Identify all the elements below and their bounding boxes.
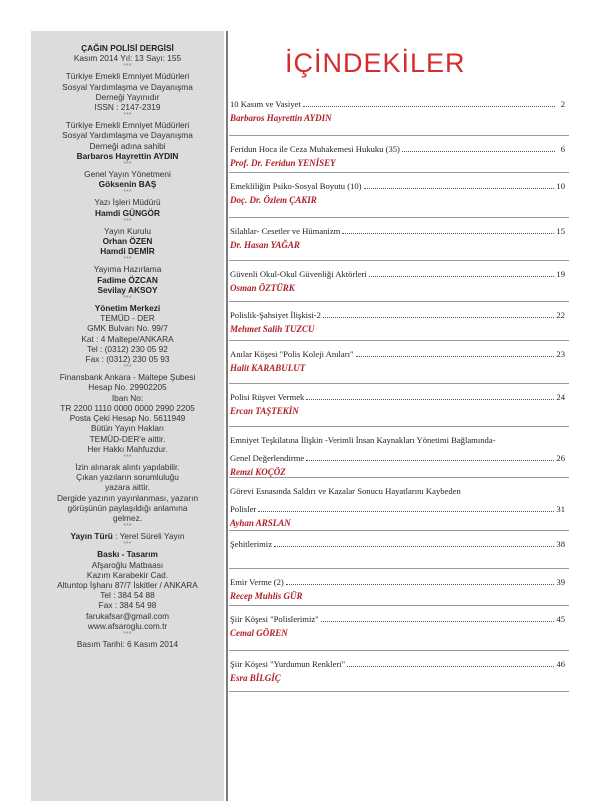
toc-entry-line bbox=[229, 614, 569, 624]
masthead-line: Barbaros Hayrettin AYDIN bbox=[76, 150, 179, 161]
toc-entry-title: Genel Değerlendirme bbox=[230, 453, 305, 463]
toc-entry[interactable] bbox=[229, 531, 569, 569]
masthead-line: farukafsar@gmail.com bbox=[85, 610, 170, 621]
masthead-line: Yayıma Hazırlama bbox=[93, 264, 162, 275]
toc-page-number: 45 bbox=[556, 614, 565, 624]
masthead-line: Basım Tarihi: 6 Kasım 2014 bbox=[76, 638, 179, 649]
toc-entry-title-line: Görevi Esnasında Saldırı ve Kazalar Sonucu Hayatlarını Kaybeden bbox=[230, 486, 461, 496]
toc-entry-line bbox=[229, 453, 569, 463]
toc-entry-body bbox=[229, 302, 569, 334]
toc-entry[interactable] bbox=[229, 478, 569, 531]
masthead-line: Çıkan yazıların sorumluluğu bbox=[76, 472, 179, 483]
table-of-contents bbox=[229, 97, 569, 692]
masthead-line: Fadime ÖZCAN bbox=[97, 274, 158, 285]
toc-entry-title: Anılar Köşesi "Polis Koleji Anıları" bbox=[230, 349, 354, 359]
toc-entry[interactable] bbox=[229, 302, 569, 341]
page-title: İÇİNDEKİLER bbox=[285, 48, 466, 78]
toc-entry[interactable] bbox=[229, 218, 569, 261]
toc-entry-line bbox=[229, 181, 569, 191]
toc-leader-dots bbox=[286, 578, 555, 585]
masthead-line: ÇAĞIN POLİSİ DERGİSİ bbox=[81, 43, 174, 53]
toc-entry-body bbox=[229, 531, 569, 549]
masthead-line: Sosyal Yardımlaşma ve Dayanışma bbox=[62, 130, 193, 141]
toc-entry-body bbox=[229, 478, 569, 528]
toc-entry-line bbox=[229, 349, 569, 359]
masthead-line: Sosyal Yardımlaşma ve Dayanışma bbox=[62, 81, 193, 92]
masthead-line: Genel Yayın Yönetmeni bbox=[84, 169, 171, 180]
toc-entry-line bbox=[229, 577, 569, 587]
toc-page-number: 15 bbox=[556, 226, 565, 236]
toc-entry-author: Esra BİLGİÇ bbox=[230, 673, 281, 683]
masthead-line: Her Hakkı Mahfuzdur. bbox=[87, 443, 168, 454]
toc-entry-body bbox=[229, 97, 569, 123]
masthead-separator: *** bbox=[123, 523, 132, 531]
masthead-line: Fax : (0312) 230 05 93 bbox=[85, 354, 170, 365]
toc-entry-body bbox=[229, 384, 569, 416]
toc-leader-dots bbox=[342, 227, 554, 234]
masthead-line: Kasım 2014 Yıl: 13 Sayı: 155 bbox=[73, 53, 182, 64]
toc-leader-dots bbox=[323, 311, 554, 318]
toc-entry-line bbox=[229, 659, 569, 669]
toc-leader-dots bbox=[274, 540, 554, 547]
masthead-line: Yayın Kurulu bbox=[104, 225, 151, 236]
toc-entry[interactable] bbox=[229, 569, 569, 606]
toc-entry-title: Polislik-Şahsiyet İlişkisi-2 bbox=[230, 310, 321, 320]
toc-page-number: 23 bbox=[556, 349, 565, 359]
toc-entry-title-line: Emniyet Teşkilatına İlişkin -Verimli İnsan Kaynakları Yönetimi Bağlamında- bbox=[230, 435, 496, 445]
masthead-separator: *** bbox=[123, 63, 132, 71]
masthead-line: www.afsaroglu.com.tr bbox=[87, 620, 168, 631]
masthead-line: Derneği Yayınıdır bbox=[95, 91, 160, 102]
toc-entry-body bbox=[229, 341, 569, 373]
masthead-line: TEMÜD - DER bbox=[100, 313, 155, 324]
toc-entry-title: Silahlar- Cesetler ve Hümanizm bbox=[230, 226, 341, 236]
toc-entry-body bbox=[229, 136, 569, 168]
toc-entry[interactable] bbox=[229, 341, 569, 384]
toc-page-number: 31 bbox=[556, 504, 565, 514]
toc-page-number: 22 bbox=[556, 310, 565, 320]
masthead-line: Hamdi DEMİR bbox=[100, 246, 155, 257]
toc-page-number: 2 bbox=[560, 99, 565, 109]
masthead-line: TR 2200 1110 0000 0000 2990 2205 bbox=[60, 402, 195, 413]
masthead-line: Baskı - Tasarım bbox=[97, 549, 158, 560]
masthead-separator: *** bbox=[123, 541, 132, 549]
masthead-separator: *** bbox=[123, 256, 132, 264]
masthead-line: Tel : (0312) 230 05 92 bbox=[87, 343, 168, 354]
masthead-line: Hamdi GÜNGÖR bbox=[95, 207, 160, 218]
masthead-line: Orhan ÖZEN bbox=[102, 236, 153, 247]
toc-entry-line bbox=[229, 269, 569, 279]
toc-entry-title: 10 Kasım ve Vasiyet bbox=[230, 99, 301, 109]
masthead-line: Hesap No. 29902205 bbox=[88, 382, 167, 393]
masthead-line: Derneği adına sahibi bbox=[89, 140, 166, 151]
toc-entry[interactable] bbox=[229, 651, 569, 692]
toc-entry-line bbox=[229, 144, 569, 154]
toc-entry-body bbox=[229, 173, 569, 205]
toc-page-number: 46 bbox=[556, 659, 565, 669]
masthead-line: Altuntop İşhanı 87/7 İskitler / ANKARA bbox=[57, 579, 198, 590]
toc-entry[interactable] bbox=[229, 384, 569, 427]
masthead-separator: *** bbox=[123, 217, 132, 225]
toc-entry-title: Emekliliğin Psiko-Sosyal Boyutu (10) bbox=[230, 181, 362, 191]
toc-page-number: 24 bbox=[556, 392, 565, 402]
masthead-line: yazara aittir. bbox=[105, 482, 150, 493]
toc-entry-body bbox=[229, 427, 569, 477]
masthead-line: Kat : 4 Maltepe/ANKARA bbox=[81, 333, 174, 344]
toc-leader-dots bbox=[402, 145, 555, 152]
toc-page-number: 10 bbox=[556, 181, 565, 191]
toc-leader-dots bbox=[321, 615, 555, 622]
toc-entry-body bbox=[229, 261, 569, 293]
toc-entry-author: Halit KARABULUT bbox=[230, 363, 306, 373]
toc-entry-author: Recep Muhlis GÜR bbox=[230, 591, 303, 601]
toc-page-number: 6 bbox=[560, 144, 565, 154]
toc-page-number: 26 bbox=[556, 453, 565, 463]
masthead-line: Afşaroğlu Matbaası bbox=[91, 559, 164, 570]
toc-page-number: 38 bbox=[556, 539, 565, 549]
toc-entry[interactable] bbox=[229, 261, 569, 302]
toc-entry[interactable] bbox=[229, 606, 569, 651]
masthead-line: görüşünün paylaşıldığı anlamına bbox=[67, 502, 188, 513]
toc-leader-dots bbox=[347, 660, 554, 667]
toc-entry-author: Prof. Dr. Feridun YENİSEY bbox=[230, 158, 336, 168]
toc-leader-dots bbox=[258, 505, 554, 512]
masthead-line: Türkiye Emekli Emniyet Müdürleri bbox=[65, 71, 190, 82]
toc-entry-line bbox=[229, 310, 569, 320]
masthead-line: Finansbank Ankara - Maltepe Şubesi bbox=[59, 372, 196, 383]
masthead-line: Göksenin BAŞ bbox=[98, 179, 157, 190]
toc-entry-line bbox=[229, 99, 569, 109]
masthead-line: Tel : 384 54 88 bbox=[100, 590, 155, 601]
toc-entry-body bbox=[229, 569, 569, 601]
toc-leader-dots bbox=[369, 270, 555, 277]
toc-entry[interactable] bbox=[229, 173, 569, 218]
toc-entry[interactable] bbox=[229, 136, 569, 173]
toc-entry-line bbox=[229, 226, 569, 236]
toc-leader-dots bbox=[306, 393, 554, 400]
masthead-publication-type bbox=[31, 531, 224, 541]
masthead-line: Yönetim Merkezi bbox=[94, 303, 161, 314]
toc-entry-body bbox=[229, 218, 569, 250]
toc-entry-title: Şiir Köşesi "Yurdumun Renkleri" bbox=[230, 659, 346, 669]
masthead-line: Iban No: bbox=[111, 392, 144, 403]
masthead-separator: *** bbox=[123, 161, 132, 169]
masthead-line: Posta Çeki Hesap No. 5611949 bbox=[69, 413, 186, 424]
toc-leader-dots bbox=[306, 454, 554, 461]
toc-entry-author: Mehmet Salih TUZCU bbox=[230, 324, 315, 334]
masthead-line: Dergide yazının yayınlanması, yazarın bbox=[56, 492, 199, 503]
toc-leader-dots bbox=[364, 182, 555, 189]
toc-entry-body bbox=[229, 651, 569, 683]
toc-entry[interactable] bbox=[229, 427, 569, 478]
masthead-separator: *** bbox=[123, 112, 132, 120]
masthead-line: Yazı İşleri Müdürü bbox=[94, 197, 161, 208]
masthead-line: TEMÜD-DER'e aittir. bbox=[89, 433, 166, 444]
toc-entry-author: Barbaros Hayrettin AYDIN bbox=[230, 113, 332, 123]
masthead-separator: *** bbox=[123, 630, 132, 638]
masthead-line: Fax : 384 54 98 bbox=[98, 600, 157, 611]
masthead-line: gelmez. bbox=[112, 512, 143, 523]
toc-entry-line bbox=[229, 392, 569, 402]
masthead-line: Sevilay AKSOY bbox=[97, 284, 158, 295]
toc-entry-author: Ercan TAŞTEKİN bbox=[230, 406, 299, 416]
toc-entry-title: Güvenli Okul-Okul Güvenliği Aktörleri bbox=[230, 269, 367, 279]
masthead-line: Kazım Karabekir Cad. bbox=[86, 569, 169, 580]
toc-entry-title: Polisler bbox=[230, 504, 257, 514]
toc-page-number: 19 bbox=[556, 269, 565, 279]
toc-entry-body bbox=[229, 606, 569, 638]
toc-entry-title: Emir Verme (2) bbox=[230, 577, 284, 587]
toc-entry[interactable] bbox=[229, 97, 569, 136]
toc-entry-author: Dr. Hasan YAĞAR bbox=[230, 240, 300, 250]
masthead-line: Bütün Yayın Hakları bbox=[90, 423, 165, 434]
masthead-line: ISSN : 2147-2319 bbox=[94, 102, 161, 113]
toc-entry-title: Şiir Köşesi "Polislerimiz" bbox=[230, 614, 319, 624]
masthead-separator: *** bbox=[123, 364, 132, 372]
toc-leader-dots bbox=[356, 350, 555, 357]
toc-entry-author: Cemal GÖREN bbox=[230, 628, 288, 638]
toc-entry-author: Remzi KOÇÖZ bbox=[230, 467, 286, 477]
toc-entry-line bbox=[229, 504, 569, 514]
masthead-line: Türkiye Emekli Emniyet Müdürleri bbox=[65, 120, 190, 131]
publication-type-value: : Yerel Süreli Yayın bbox=[112, 531, 185, 542]
sidebar-edge-line bbox=[226, 31, 228, 801]
toc-entry-line bbox=[229, 539, 569, 549]
masthead-line: İzin alınarak alıntı yapılabilir. bbox=[75, 461, 180, 472]
masthead-sidebar bbox=[31, 31, 224, 801]
toc-entry-title: Feridun Hoca ile Ceza Muhakemesi Hukuku (35) bbox=[230, 144, 400, 154]
toc-leader-dots bbox=[303, 100, 555, 107]
masthead-separator: *** bbox=[123, 295, 132, 303]
masthead-separator: *** bbox=[123, 189, 132, 197]
toc-entry-title: Polisi Rüşvet Vermek bbox=[230, 392, 305, 402]
toc-entry-title: Şehitlerimiz bbox=[230, 539, 273, 549]
toc-entry-author: Osman ÖZTÜRK bbox=[230, 283, 295, 293]
toc-entry-author: Ayhan ARSLAN bbox=[230, 518, 291, 528]
toc-page-number: 39 bbox=[556, 577, 565, 587]
publication-type-label: Yayın Türü bbox=[70, 531, 113, 542]
toc-entry-author: Doç. Dr. Özlem ÇAKIR bbox=[230, 195, 317, 205]
masthead-separator: *** bbox=[123, 453, 132, 461]
masthead-line: GMK Bulvarı No. 99/7 bbox=[87, 323, 168, 334]
